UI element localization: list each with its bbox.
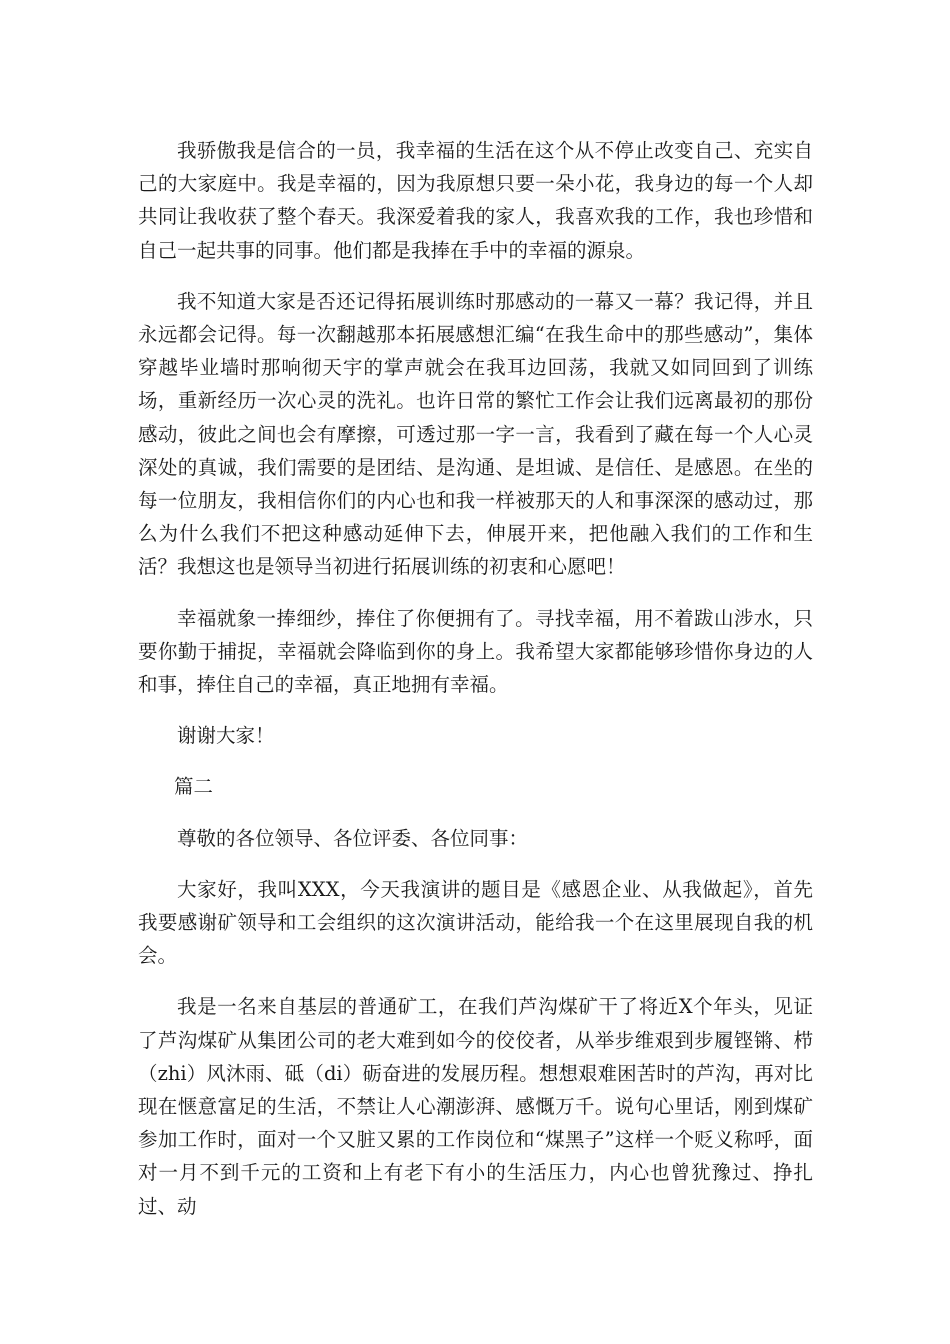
document-body	[138, 134, 813, 1223]
paragraph-training-memories: 我不知道大家是否还记得拓展训练时那感动的一幕又一幕？我记得，并且永远都会记得。每一次翻越那本拓展感想汇编“在我生命中的那些感动”，集体穿越毕业墙时那响彻天宇的掌声就会在我耳边回荡，我就又如同回到了训练场，重新经历一次心灵的洗礼。也许日常的繁忙工作会让我们远离最初的那份感动，彼此之间也会有摩擦，可透过那一字一言，我看到了藏在每一个人心灵深处的真诚，我们需要的是团结、是沟通、是坦诚、是信任、是感恩。在坐的每一位朋友，我相信你们的内心也和我一样被那天的人和事深深的感动过，那么为什么我们不把这种感动延伸下去，伸展开来，把他融入我们的工作和生活？我想这也是领导当初进行拓展训练的初衷和心愿吧！	[138, 289, 813, 579]
section-heading: 篇二	[174, 775, 214, 799]
salutation: 尊敬的各位领导、各位评委、各位同事：	[177, 826, 529, 850]
paragraph-introduction: 大家好，我叫XXX，今天我演讲的题目是《感恩企业、从我做起》，首先我要感谢矿领导和工会组织的这次演讲活动，能给我一个在这里展现自我的机会。	[138, 877, 813, 968]
paragraph-miner-story: 我是一名来自基层的普通矿工，在我们芦沟煤矿干了将近X个年头，见证了芦沟煤矿从集团公司的老大难到如今的佼佼者，从举步维艰到步履铿锵、栉（zhi）风沐雨、砥（di）砺奋进的发展历程。想想艰难困苦时的芦沟，再对比现在惬意富足的生活，不禁让人心潮澎湃、感慨万千。说句心里话，刚到煤矿参加工作时，面对一个又脏又累的工作岗位和“煤黑子”这样一个贬义称呼，面对一月不到千元的工资和上有老下有小的生活压力，内心也曾犹豫过、挣扎过、动	[138, 995, 813, 1218]
paragraph-happiness: 幸福就象一捧细纱，捧住了你便拥有了。寻找幸福，用不着跋山涉水，只要你勤于捕捉，幸福就会降临到你的身上。我希望大家都能够珍惜你身边的人和事，捧住自己的幸福，真正地拥有幸福。	[138, 606, 813, 697]
paragraph-thanks: 谢谢大家！	[177, 724, 275, 748]
paragraph-pride: 我骄傲我是信合的一员，我幸福的生活在这个从不停止改变自己、充实自己的大家庭中。我是幸福的，因为我原想只要一朵小花，我身边的每一个人却共同让我收获了整个春天。我深爱着我的家人，我喜欢我的工作，我也珍惜和自己一起共事的同事。他们都是我捧在手中的幸福的源泉。	[138, 139, 813, 262]
